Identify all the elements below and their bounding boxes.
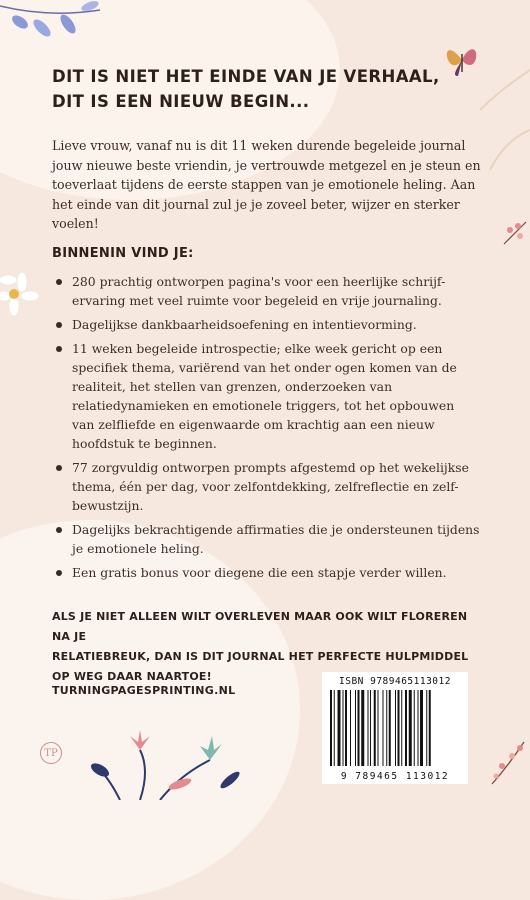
features-title: BINNENIN VIND JE: bbox=[52, 246, 194, 261]
blossom-branch-icon bbox=[500, 218, 530, 248]
closing-line-1: ALS JE NIET ALLEEN WILT OVERLEVEN MAAR OOK WILT FLOREREN NA JE bbox=[52, 610, 468, 643]
headline bbox=[52, 64, 440, 114]
headline-line-2: DIT IS EEN NIEUW BEGIN... bbox=[52, 92, 310, 111]
closing-line-3: OP WEG DAAR NAARTOE! bbox=[52, 670, 212, 683]
website-link[interactable]: TURNINGPAGESPRINTING.NL bbox=[52, 684, 236, 697]
isbn-digits: 9 789465 113012 bbox=[340, 771, 450, 782]
blossom-branch-icon bbox=[488, 736, 528, 786]
isbn-label: ISBN 9789465113012 bbox=[339, 676, 451, 687]
intro-paragraph: Lieve vrouw, vanaf nu is dit 11 weken durende begeleide journal jouw nieuwe beste vriendin, je vertrouwde metgezel en je steun en toeverlaat tijdens de eerste stappen van je emotionele heling. Aan het einde van dit journal zul je je zoveel beter, wijzer en sterker voelen! bbox=[52, 138, 481, 232]
list-item: Dagelijkse dankbaarheidsoefening en intentievorming. bbox=[52, 315, 480, 334]
barcode-bars bbox=[330, 690, 460, 766]
list-item: 77 zorgvuldig ontworpen prompts afgestemd op het wekelijkse thema, één per dag, voor zelfontdekking, zelfreflectie en zelf-bewustzijn. bbox=[52, 458, 480, 515]
closing-line-2: RELATIEBREUK, DAN IS DIT JOURNAL HET PERFECTE HULPMIDDEL bbox=[52, 650, 469, 663]
headline-line-1: DIT IS NIET HET EINDE VAN JE VERHAAL, bbox=[52, 67, 440, 86]
features-list bbox=[52, 272, 480, 587]
daisy-icon bbox=[0, 268, 40, 320]
list-item: 280 prachtig ontworpen pagina's voor een heerlijke schrijf-ervaring met veel ruimte voor begeleid en vrije journaling. bbox=[52, 272, 480, 310]
list-item: 11 weken begeleide introspectie; elke week gericht op een specifiek thema, variërend van het onder ogen komen van de realiteit, het stellen van grenzen, onderzoeken van relatiedynamieken en emotionele triggers, tot het opbouwen van zelfliefde en eigenwaarde om krachtig aan een nieuw hoofdstuk te beginnen. bbox=[52, 339, 480, 453]
isbn-barcode bbox=[322, 672, 468, 784]
list-item: Dagelijks bekrachtigende affirmaties die je ondersteunen tijdens je emotionele heling. bbox=[52, 520, 480, 558]
list-item: Een gratis bonus voor diegene die een stapje verder willen. bbox=[52, 563, 480, 582]
leaf-sprig-icon bbox=[0, 0, 110, 56]
publisher-logo: TP bbox=[40, 742, 62, 764]
flower-bouquet-icon bbox=[80, 720, 260, 800]
